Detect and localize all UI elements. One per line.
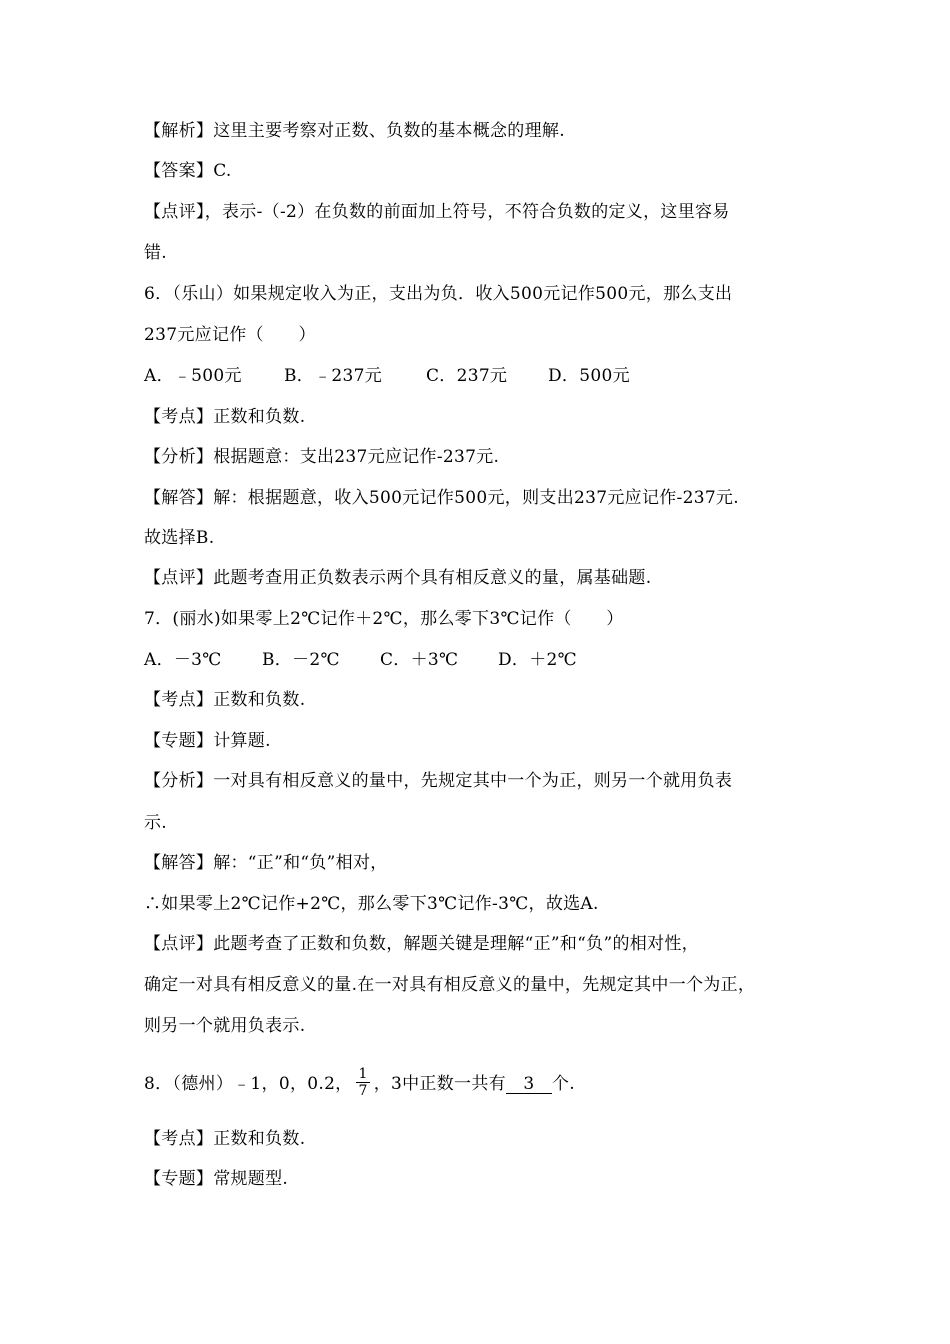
topic-line-q6: 【考点】正数和负数.: [144, 407, 306, 427]
category-line-q7: 【专题】计算题.: [144, 731, 271, 751]
question-7-stem: 7．(丽水)如果零上2℃记作＋2℃，那么零下3℃记作（ ）: [144, 609, 624, 629]
q6-option-d: D．500元: [548, 366, 630, 386]
question-7-options: [144, 649, 577, 671]
q8-suffix: 个.: [551, 1074, 575, 1094]
q7-option-d: D．＋2℃: [498, 650, 577, 670]
comment-line-q5: 【点评】，表示-（-2）在负数的前面加上符号，不符合负数的定义，这里容易: [144, 202, 730, 222]
comment-line-q6: 【点评】此题考查用正负数表示两个具有相反意义的量，属基础题.: [144, 568, 652, 588]
q7-option-c: C．＋3℃: [380, 650, 459, 670]
fraction-one-seventh: [356, 1066, 369, 1099]
comment-line-q7-end: 则另一个就用负表示.: [144, 1016, 306, 1036]
q8-prefix: 8．（德州）﹣1，0，0.2，: [144, 1074, 353, 1094]
solution-line-q6: 【解答】解：根据题意，收入500元记作500元，则支出237元应记作-237元.: [144, 488, 739, 508]
analysis-line-q6: 【分析】根据题意：支出237元应记作-237元.: [144, 447, 500, 467]
comment-line-q7-cont: 确定一对具有相反意义的量.在一对具有相反意义的量中，先规定其中一个为正，: [144, 975, 756, 995]
q6-option-b: B．﹣237元: [284, 366, 383, 386]
analysis-line-q7-cont: 示.: [144, 813, 168, 833]
solution-line-q7: 【解答】解：“正”和“负”相对，: [144, 853, 388, 873]
solution-line-q6-cont: 故选择B.: [144, 528, 215, 548]
question-8-stem: [144, 1068, 575, 1101]
q6-option-a: A．﹣500元: [144, 366, 242, 386]
question-6-options: [144, 365, 630, 387]
analysis-line-q7: 【分析】一对具有相反意义的量中，先规定其中一个为正，则另一个就用负表: [144, 771, 733, 791]
q8-middle: ，3中正数一共有: [373, 1074, 506, 1094]
answer-line-q5: 【答案】C.: [144, 161, 232, 181]
category-line-q8: 【专题】常规题型.: [144, 1169, 289, 1189]
q7-option-b: B．－2℃: [262, 650, 340, 670]
question-6-stem: 6．（乐山）如果规定收入为正，支出为负．收入500元记作500元，那么支出: [144, 284, 733, 304]
q7-option-a: A．－3℃: [144, 650, 222, 670]
fraction-denominator: 7: [358, 1083, 368, 1099]
topic-line-q8: 【考点】正数和负数.: [144, 1129, 306, 1149]
comment-line-q5-cont: 错.: [144, 243, 168, 263]
fraction-numerator: 1: [358, 1066, 368, 1082]
question-6-stem-cont: 237元应记作（ ）: [144, 325, 316, 345]
comment-line-q7: 【点评】此题考查了正数和负数，解题关键是理解“正”和“负”的相对性，: [144, 934, 699, 954]
q8-answer-blank: 3: [506, 1075, 552, 1094]
topic-line-q7: 【考点】正数和负数.: [144, 690, 306, 710]
analysis-line-q5: 【解析】这里主要考察对正数、负数的基本概念的理解.: [144, 121, 565, 141]
q6-option-c: C．237元: [426, 366, 508, 386]
solution-line-q7-cont: ∴如果零上2℃记作+2℃，那么零下3℃记作-3℃，故选A.: [144, 894, 599, 914]
